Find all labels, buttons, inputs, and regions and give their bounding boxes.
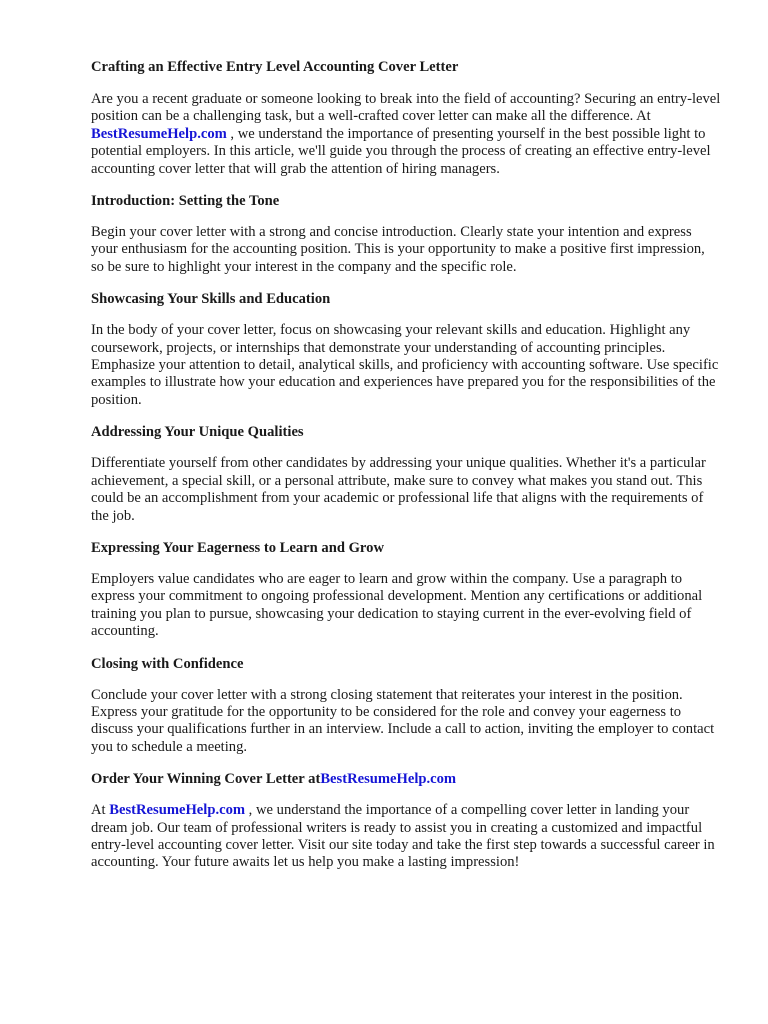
section-body-unique-qualities: Differentiate yourself from other candidates by addressing your unique qualities. Whether it's a particular achievement, a special skill, or a personal attribute, make sure to convey what makes you stand out. This could be an accomplishment from your academic or professional life that aligns with the requirements of the job. (91, 455, 706, 524)
order-body-text: , we understand the importance of a compelling cover letter in landing your dream job. Our team of professional writers is ready to assist you in creating a customized and impactful entry-level accounting cover letter. Visit our site today and take the first step towards a successful career in accounting. Your future awaits let us help you make a lasting impression! (91, 802, 715, 871)
order-heading-text: Order Your Winning Cover Letter at (91, 771, 321, 788)
section-heading-introduction: Introduction: Setting the Tone (91, 193, 280, 210)
order-prefix: At (91, 802, 110, 819)
section-heading-eagerness: Expressing Your Eagerness to Learn and Grow (91, 539, 384, 556)
order-heading (91, 770, 721, 788)
section-body-introduction: Begin your cover letter with a strong and concise introduction. Clearly state your intention and express your enthusiasm for the accounting position. This is your opportunity to make a positive first impression, so be sure to highlight your interest in the company and the specific role. (91, 224, 705, 275)
intro-paragraph (91, 91, 721, 178)
order-heading-link[interactable]: BestResumeHelp.com (320, 771, 457, 788)
order-brand-link[interactable]: BestResumeHelp.com (109, 802, 246, 819)
section-heading-unique-qualities: Addressing Your Unique Qualities (91, 424, 304, 441)
section-body-eagerness: Employers value candidates who are eager to learn and grow within the company. Use a paragraph to express your commitment to ongoing professional development. Mention any certifications or additional training you plan to pursue, showcasing your dedication to staying current in the ever-evolving field of accounting. (91, 570, 703, 640)
order-paragraph (91, 802, 721, 872)
section-heading-skills: Showcasing Your Skills and Education (91, 291, 331, 308)
intro-text-start: Are you a recent graduate or someone looking to break into the field of accounting? Securing an entry-level position can be a challenging task, but a well-crafted cover letter can make all the difference. At (91, 91, 721, 125)
document-page (91, 58, 721, 886)
section-heading-closing: Closing with Confidence (91, 655, 244, 672)
brand-link[interactable]: BestResumeHelp.com (91, 125, 227, 142)
intro-text-end: , we understand the importance of presenting yourself in the best possible light to potential employers. In this article, we'll guide you through the process of creating an effective entry-level accounting cover letter that will grab the attention of hiring managers. (91, 125, 711, 177)
section-body-skills: In the body of your cover letter, focus on showcasing your relevant skills and education. Highlight any coursework, projects, or internships that demonstrate your understanding of accounting principles. Emphasize your attention to detail, analytical skills, and proficiency with accounting software. Use specific examples to illustrate how your education and experiences have prepared you for the responsibilities of the position. (91, 322, 719, 408)
section-body-closing: Conclude your cover letter with a strong closing statement that reiterates your interest in the position. Express your gratitude for the opportunity to be considered for the role and convey your eagerness to discuss your qualifications further in an interview. Include a call to action, inviting the employer to contact you to schedule a meeting. (91, 686, 715, 755)
document-title: Crafting an Effective Entry Level Accounting Cover Letter (91, 59, 459, 75)
